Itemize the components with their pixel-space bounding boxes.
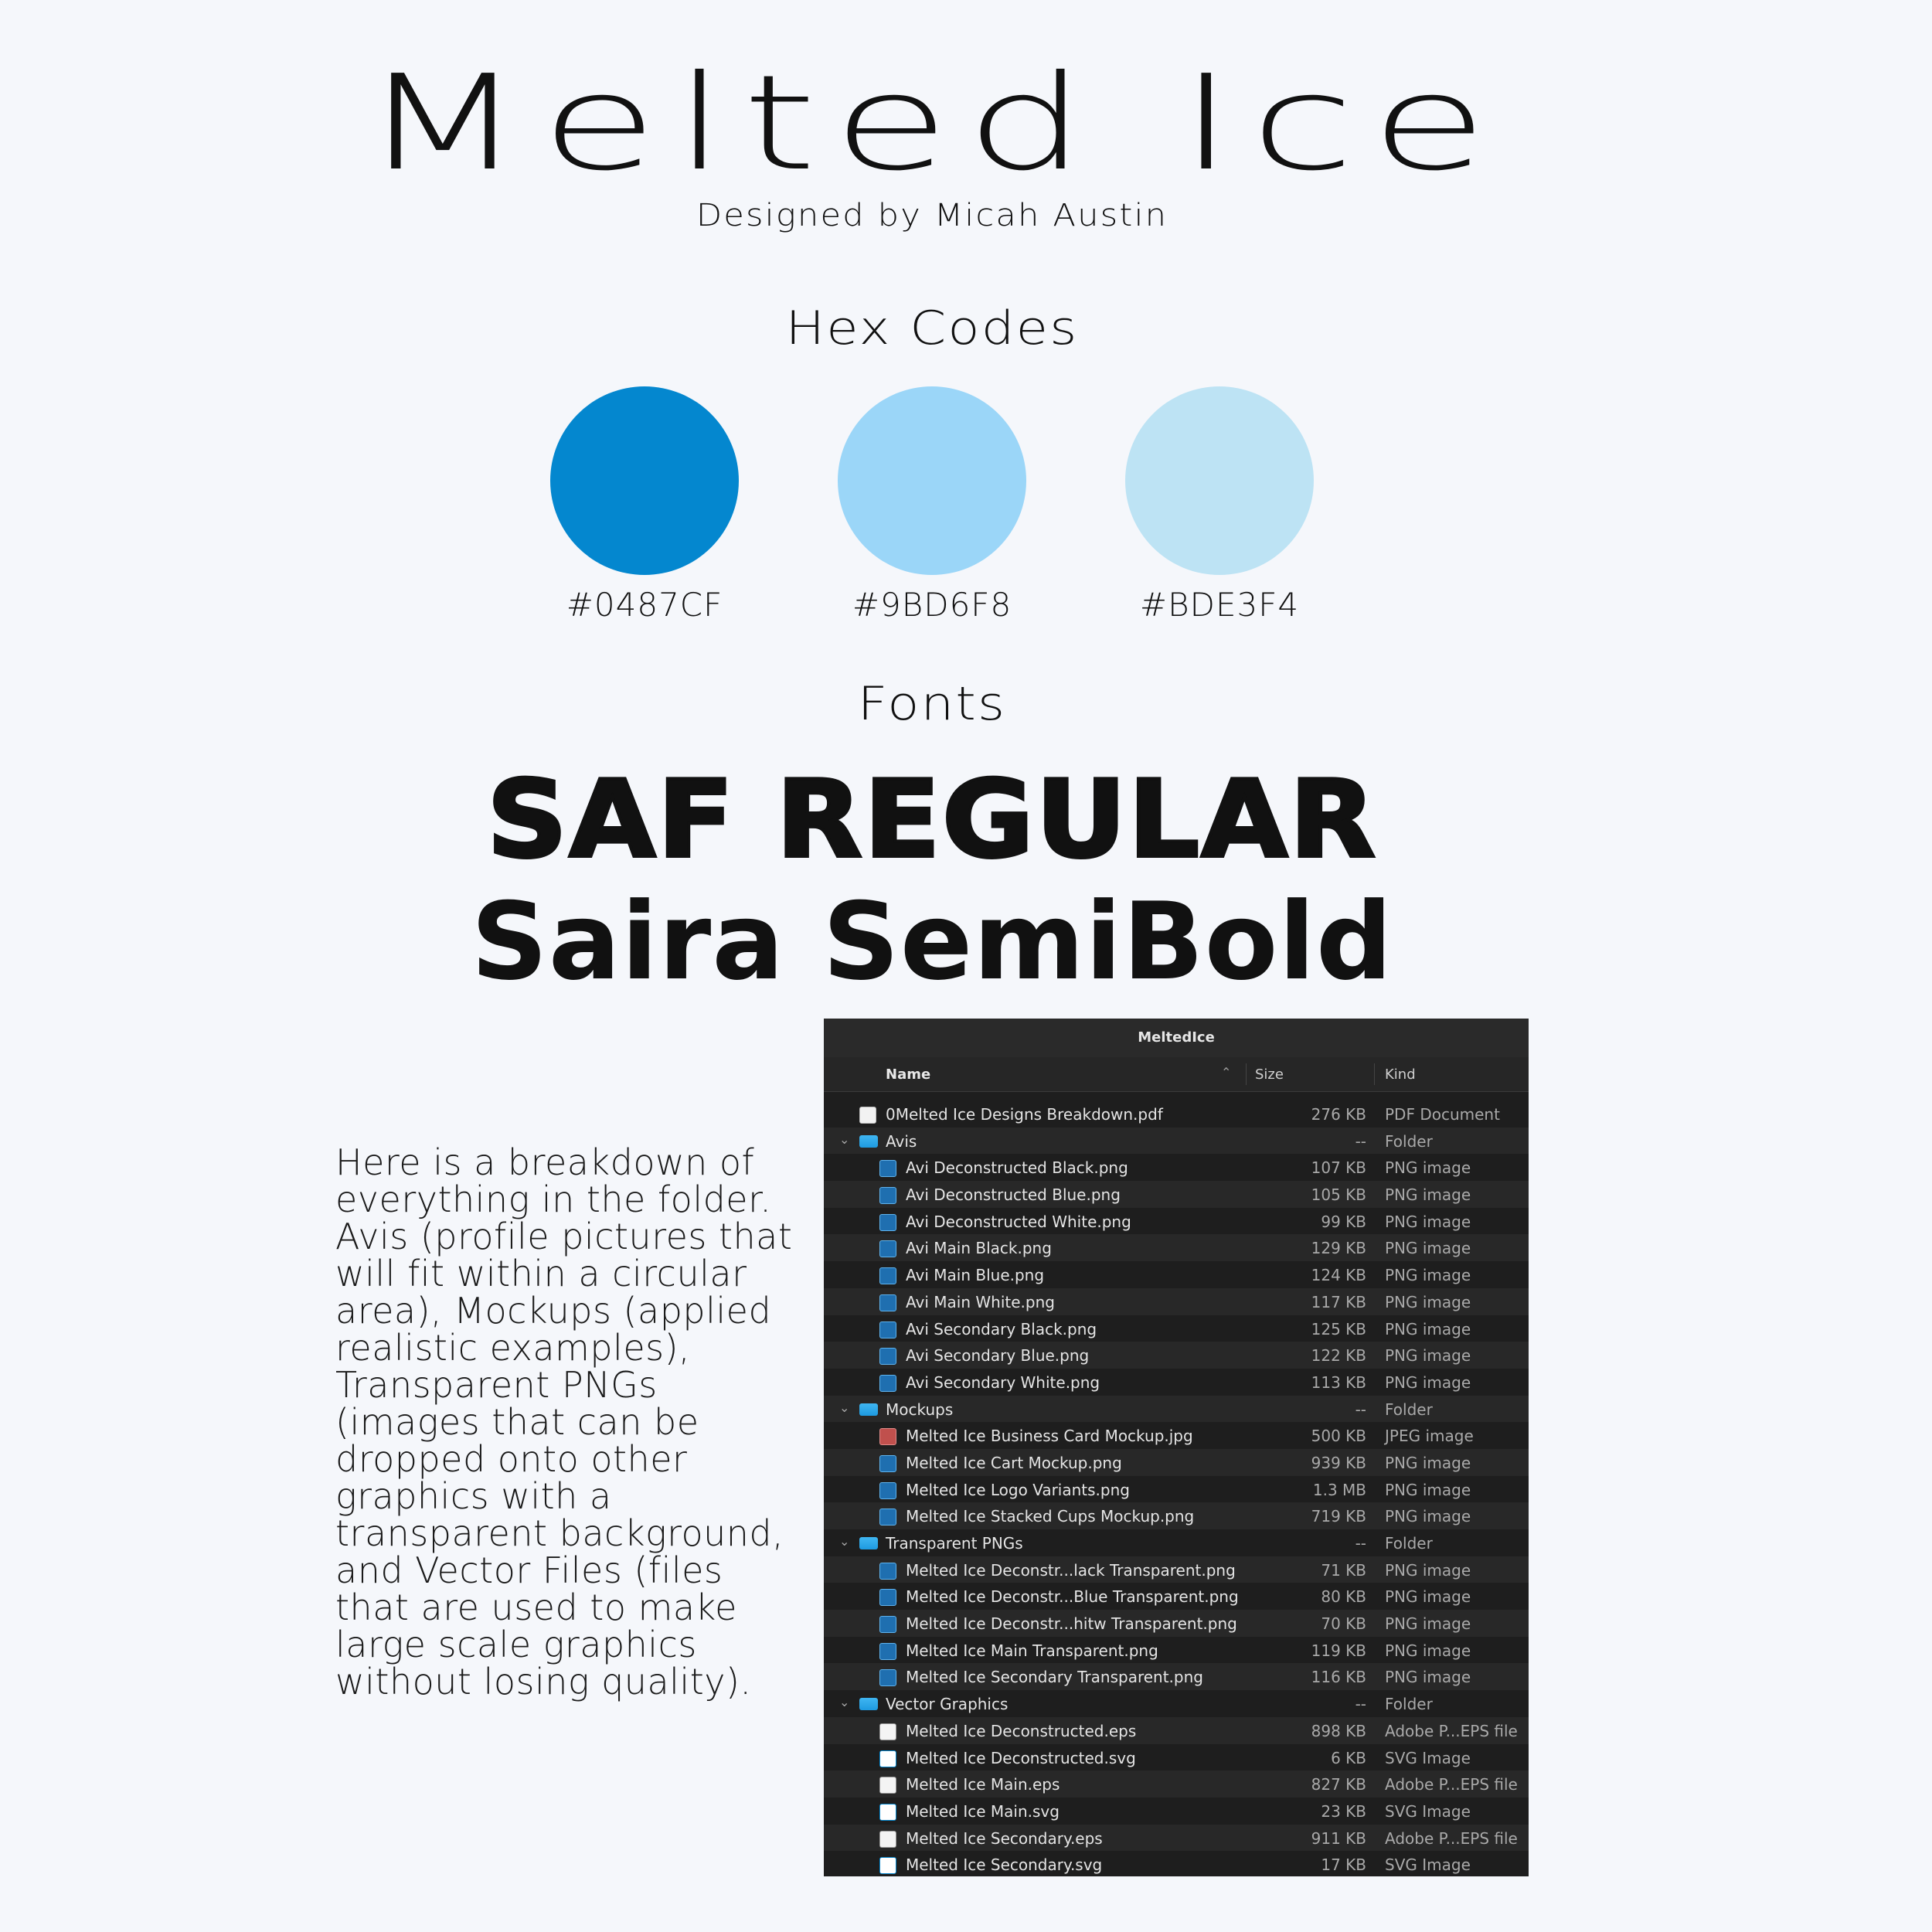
file-name: Avis <box>886 1131 917 1151</box>
file-kind: PNG image <box>1385 1641 1471 1660</box>
file-kind: PNG image <box>1385 1346 1471 1366</box>
finder-window <box>824 1019 1529 1876</box>
file-row[interactable] <box>824 1663 1529 1690</box>
file-row[interactable] <box>824 1208 1529 1235</box>
file-kind: PNG image <box>1385 1292 1471 1311</box>
file-name: Melted Ice Secondary.eps <box>906 1828 1103 1848</box>
file-name: Melted Ice Main.eps <box>906 1775 1060 1794</box>
designer-credit: Designed by Micah Austin <box>696 198 1168 233</box>
file-size: -- <box>1355 1534 1366 1553</box>
file-size: 105 KB <box>1311 1185 1366 1205</box>
file-row[interactable] <box>824 1825 1529 1852</box>
file-name: Avi Deconstructed Blue.png <box>906 1185 1121 1205</box>
file-row[interactable] <box>824 1234 1529 1261</box>
file-name: Melted Ice Deconstructed.svg <box>906 1748 1136 1767</box>
file-row[interactable] <box>824 1583 1529 1610</box>
file-size: 113 KB <box>1311 1372 1366 1392</box>
png-file-icon <box>879 1321 896 1338</box>
file-name: Melted Ice Deconstr...Blue Transparent.png <box>906 1587 1239 1607</box>
file-name: Avi Main White.png <box>906 1292 1055 1311</box>
file-size: 70 KB <box>1321 1614 1366 1634</box>
file-row[interactable] <box>824 1502 1529 1529</box>
png-file-icon <box>879 1267 896 1284</box>
chevron-up-icon[interactable]: ⌃ <box>1221 1065 1232 1080</box>
disclosure-chevron-icon[interactable]: ⌄ <box>839 1534 850 1549</box>
file-name: Transparent PNGs <box>886 1534 1023 1553</box>
file-kind: PNG image <box>1385 1266 1471 1285</box>
file-name: Melted Ice Stacked Cups Mockup.png <box>906 1507 1195 1526</box>
png-file-icon <box>879 1589 896 1606</box>
column-header-bar <box>824 1057 1529 1092</box>
column-divider[interactable] <box>1374 1063 1375 1085</box>
svg-file-icon <box>879 1750 896 1767</box>
png-file-icon <box>879 1294 896 1311</box>
file-row[interactable] <box>824 1770 1529 1798</box>
jpeg-file-icon <box>879 1428 896 1445</box>
file-size: 911 KB <box>1311 1828 1366 1848</box>
hex-label-tertiary: #BDE3F4 <box>1139 586 1300 624</box>
eps-file-icon <box>879 1723 896 1740</box>
file-size: 99 KB <box>1321 1212 1366 1231</box>
file-size: -- <box>1355 1695 1366 1714</box>
file-size: -- <box>1355 1400 1366 1419</box>
file-name: Melted Ice Main Transparent.png <box>906 1641 1158 1660</box>
file-row[interactable] <box>824 1315 1529 1342</box>
file-kind: PNG image <box>1385 1372 1471 1392</box>
file-kind: Folder <box>1385 1534 1433 1553</box>
file-kind: PNG image <box>1385 1587 1471 1607</box>
color-swatch-tertiary <box>1125 386 1314 575</box>
file-kind: SVG Image <box>1385 1801 1471 1821</box>
file-row[interactable] <box>824 1261 1529 1288</box>
file-name: Avi Secondary Blue.png <box>906 1346 1090 1366</box>
file-name: Melted Ice Deconstr...hitw Transparent.png <box>906 1614 1237 1634</box>
folder-row[interactable] <box>824 1690 1529 1717</box>
svg-file-icon <box>879 1857 896 1874</box>
file-kind: Adobe P...EPS file <box>1385 1721 1518 1740</box>
eps-file-icon <box>879 1777 896 1794</box>
hex-label-primary: #0487CF <box>566 586 723 624</box>
file-size: 17 KB <box>1321 1855 1366 1875</box>
file-size: 124 KB <box>1311 1266 1366 1285</box>
folder-description: Here is a breakdown of everything in the folder. Avis (profile pictures that will fit within a circular area), Mockups (applied realistic examples), Transparent PNGs (images that can be dropped onto other graphics with a transparent background, and Vector Files (files that are used to make large scale graphics without losing quality). <box>335 1141 793 1702</box>
file-row[interactable] <box>824 1556 1529 1583</box>
file-list <box>824 1100 1529 1876</box>
file-row[interactable] <box>824 1369 1529 1396</box>
file-size: 719 KB <box>1311 1507 1366 1526</box>
file-size: 898 KB <box>1311 1721 1366 1740</box>
file-name: Melted Ice Main.svg <box>906 1801 1060 1821</box>
folder-icon <box>859 1135 878 1148</box>
file-kind: SVG Image <box>1385 1748 1471 1767</box>
file-row[interactable] <box>824 1476 1529 1503</box>
file-kind: PNG image <box>1385 1560 1471 1580</box>
png-file-icon <box>879 1214 896 1231</box>
file-row[interactable] <box>824 1288 1529 1315</box>
pdf-file-icon <box>859 1107 876 1124</box>
png-file-icon <box>879 1643 896 1660</box>
file-size: 117 KB <box>1311 1292 1366 1311</box>
file-name: Melted Ice Cart Mockup.png <box>906 1453 1122 1472</box>
file-kind: Adobe P...EPS file <box>1385 1775 1518 1794</box>
file-row[interactable] <box>824 1100 1529 1128</box>
file-name: Melted Ice Deconstr...lack Transparent.png <box>906 1560 1236 1580</box>
file-row[interactable] <box>824 1422 1529 1449</box>
file-size: 80 KB <box>1321 1587 1366 1607</box>
png-file-icon <box>879 1509 896 1526</box>
file-kind: PNG image <box>1385 1453 1471 1472</box>
file-kind: PNG image <box>1385 1507 1471 1526</box>
file-row[interactable] <box>824 1851 1529 1876</box>
hex-label-secondary: #9BD6F8 <box>852 586 1012 624</box>
png-file-icon <box>879 1616 896 1633</box>
file-size: 276 KB <box>1311 1105 1366 1124</box>
column-divider[interactable] <box>1246 1063 1247 1085</box>
file-row[interactable] <box>824 1717 1529 1744</box>
file-kind: PNG image <box>1385 1239 1471 1258</box>
file-size: 71 KB <box>1321 1560 1366 1580</box>
file-kind: Folder <box>1385 1131 1433 1151</box>
file-row[interactable] <box>824 1154 1529 1181</box>
file-name: 0Melted Ice Designs Breakdown.pdf <box>886 1105 1163 1124</box>
file-size: 6 KB <box>1331 1748 1366 1767</box>
hex-codes-heading: Hex Codes <box>785 301 1079 355</box>
file-kind: Adobe P...EPS file <box>1385 1828 1518 1848</box>
file-size: 116 KB <box>1311 1668 1366 1687</box>
finder-window-title: MeltedIce <box>824 1019 1529 1057</box>
folder-icon <box>859 1403 878 1416</box>
png-file-icon <box>879 1563 896 1580</box>
file-row[interactable] <box>824 1798 1529 1825</box>
file-row[interactable] <box>824 1610 1529 1637</box>
file-kind: PDF Document <box>1385 1105 1500 1124</box>
file-size: 500 KB <box>1311 1427 1366 1446</box>
file-name: Vector Graphics <box>886 1695 1009 1714</box>
file-name: Melted Ice Business Card Mockup.jpg <box>906 1427 1193 1446</box>
file-kind: PNG image <box>1385 1614 1471 1634</box>
file-size: 122 KB <box>1311 1346 1366 1366</box>
file-name: Melted Ice Secondary.svg <box>906 1855 1103 1875</box>
file-name: Avi Secondary White.png <box>906 1372 1100 1392</box>
png-file-icon <box>879 1187 896 1204</box>
file-name: Avi Main Black.png <box>906 1239 1052 1258</box>
file-kind: PNG image <box>1385 1185 1471 1205</box>
file-row[interactable] <box>824 1342 1529 1369</box>
color-swatch-secondary <box>838 386 1026 575</box>
file-kind: PNG image <box>1385 1319 1471 1338</box>
font-sample-secondary: Saira SemiBold <box>471 879 1393 1004</box>
file-row[interactable] <box>824 1181 1529 1208</box>
png-file-icon <box>879 1375 896 1392</box>
fonts-heading: Fonts <box>857 677 1007 731</box>
file-kind: SVG Image <box>1385 1855 1471 1875</box>
folder-row[interactable] <box>824 1396 1529 1423</box>
file-size: 1.3 MB <box>1312 1480 1366 1499</box>
folder-row[interactable] <box>824 1128 1529 1155</box>
color-swatch-primary <box>550 386 739 575</box>
file-kind: Folder <box>1385 1695 1433 1714</box>
file-size: -- <box>1355 1131 1366 1151</box>
disclosure-chevron-icon[interactable]: ⌄ <box>839 1400 850 1415</box>
png-file-icon <box>879 1455 896 1472</box>
file-kind: PNG image <box>1385 1212 1471 1231</box>
brand-title: Melted Ice <box>360 47 1504 200</box>
folder-icon <box>859 1537 878 1549</box>
file-kind: PNG image <box>1385 1158 1471 1178</box>
eps-file-icon <box>879 1831 896 1848</box>
file-size: 23 KB <box>1321 1801 1366 1821</box>
column-header-kind[interactable]: Kind <box>1385 1066 1416 1083</box>
file-size: 125 KB <box>1311 1319 1366 1338</box>
file-kind: JPEG image <box>1385 1427 1474 1446</box>
file-kind: Folder <box>1385 1400 1433 1419</box>
file-row[interactable] <box>824 1637 1529 1664</box>
file-name: Avi Deconstructed White.png <box>906 1212 1131 1231</box>
file-size: 107 KB <box>1311 1158 1366 1178</box>
file-row[interactable] <box>824 1744 1529 1771</box>
file-size: 827 KB <box>1311 1775 1366 1794</box>
file-name: Mockups <box>886 1400 954 1419</box>
disclosure-chevron-icon[interactable]: ⌄ <box>839 1695 850 1710</box>
file-name: Avi Secondary Black.png <box>906 1319 1097 1338</box>
disclosure-chevron-icon[interactable]: ⌄ <box>839 1131 850 1147</box>
column-header-size[interactable]: Size <box>1255 1066 1284 1083</box>
file-name: Melted Ice Secondary Transparent.png <box>906 1668 1203 1687</box>
png-file-icon <box>879 1482 896 1499</box>
file-name: Avi Deconstructed Black.png <box>906 1158 1128 1178</box>
file-kind: PNG image <box>1385 1480 1471 1499</box>
file-name: Melted Ice Deconstructed.eps <box>906 1721 1137 1740</box>
file-name: Avi Main Blue.png <box>906 1266 1045 1285</box>
file-kind: PNG image <box>1385 1668 1471 1687</box>
svg-file-icon <box>879 1804 896 1821</box>
folder-icon <box>859 1698 878 1710</box>
column-header-name[interactable]: Name <box>886 1066 931 1083</box>
file-size: 129 KB <box>1311 1239 1366 1258</box>
png-file-icon <box>879 1669 896 1686</box>
font-sample-primary: SAF REGULAR <box>486 757 1378 882</box>
file-row[interactable] <box>824 1449 1529 1476</box>
png-file-icon <box>879 1160 896 1177</box>
file-name: Melted Ice Logo Variants.png <box>906 1480 1130 1499</box>
file-size: 939 KB <box>1311 1453 1366 1472</box>
png-file-icon <box>879 1240 896 1257</box>
file-size: 119 KB <box>1311 1641 1366 1660</box>
png-file-icon <box>879 1348 896 1365</box>
folder-row[interactable] <box>824 1529 1529 1556</box>
